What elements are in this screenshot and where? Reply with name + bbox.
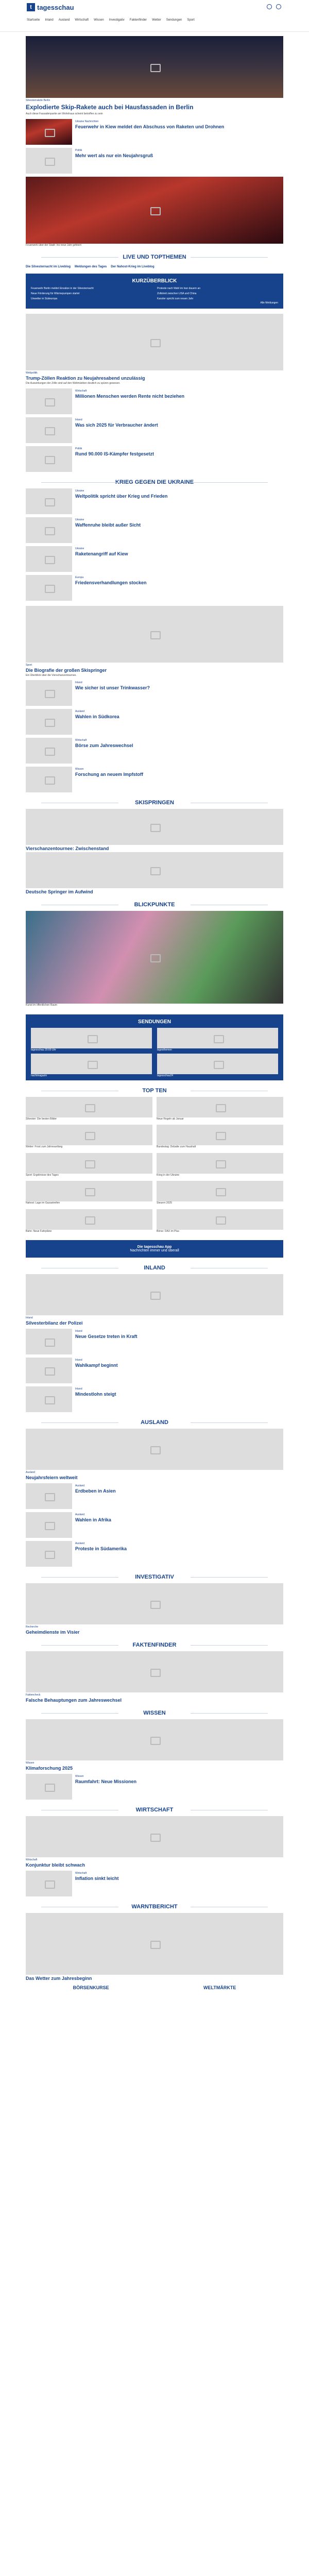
topten-image: [26, 1181, 152, 1201]
main-story-teaser: Die Auswirkungen der Zölle sind auf den Weltmärkten deutlich zu spüren gewesen.: [26, 382, 121, 385]
list-item-kicker: Wirtschaft: [75, 739, 87, 742]
wirtschaft-kicker: Wirtschaft: [26, 1858, 38, 1861]
list-item-kicker: Inland: [75, 1330, 82, 1333]
live-item[interactable]: Meldungen des Tages: [75, 265, 107, 268]
sendung-image: [157, 1054, 278, 1074]
faktenfinder-image[interactable]: [26, 1651, 283, 1692]
list-item-title: Weltpolitik spricht über Krieg und Frieden: [75, 493, 168, 499]
hero-teaser: Auch diese Fassadenpartie am Wohnhaus scheint betroffen zu sein: [26, 112, 103, 115]
topten-grid: [26, 1097, 283, 1233]
list-item-title: Raketenangriff auf Kiew: [75, 551, 128, 556]
wetter-title[interactable]: Das Wetter zum Jahresbeginn: [26, 1976, 92, 1981]
logo-mark: t: [27, 3, 35, 11]
boersenkurse-link[interactable]: BÖRSENKURSE: [73, 1985, 109, 1990]
list-item[interactable]: [26, 1329, 283, 1354]
list-item-image: [26, 1483, 72, 1509]
list-item-title: Forschung an neuem Impfstoff: [75, 772, 144, 777]
nav-item[interactable]: Ausland: [58, 19, 70, 22]
list-item-kicker: Ukraine: [75, 547, 84, 550]
blickpunkte-image[interactable]: [26, 911, 283, 1004]
list-item-kicker: Ukraine: [75, 518, 84, 521]
list-item-title: Rund 90.000 IS-Kämpfer festgesetzt: [75, 451, 154, 456]
live-list: [26, 264, 283, 269]
list-item[interactable]: [26, 517, 283, 543]
list-item[interactable]: [26, 446, 283, 472]
list-item[interactable]: [26, 1774, 283, 1800]
main-story-kicker: Weltpolitik: [26, 371, 38, 375]
fireworks-caption: Feuerwerk über der Stadt: Ins neue Jahr gefeiert: [26, 243, 81, 247]
app-banner-text: Nachrichten immer und überall: [130, 1249, 179, 1252]
list-item-image: [26, 1329, 72, 1354]
list-item-image: [26, 1512, 72, 1538]
wirtschaft-title[interactable]: Konjunktur bleibt schwach: [26, 1862, 85, 1868]
topten-title: Silvester: Die besten Bilder: [26, 1117, 57, 1121]
nav-item[interactable]: Wissen: [94, 19, 104, 22]
list-item-image: [26, 1358, 72, 1383]
investigativ-image[interactable]: [26, 1583, 283, 1624]
app-banner[interactable]: [26, 1240, 283, 1258]
investigativ-heading: INVESTIGATIV: [26, 1574, 283, 1580]
hero-kicker: Silvesterrakete Berlin: [26, 99, 50, 102]
topten-item[interactable]: [157, 1181, 283, 1205]
list-item-title: Millionen Menschen werden Rente nicht beziehen: [75, 393, 185, 399]
list-item-title: Wahlen in Südkorea: [75, 714, 119, 719]
live-item[interactable]: Der Nahost-Krieg im Liveblog: [111, 265, 154, 268]
list-item-title: Erdbeben in Asien: [75, 1488, 116, 1494]
sendung-item[interactable]: [157, 1028, 278, 1052]
main-content: [26, 36, 283, 1993]
list-item-kicker: Ausland: [75, 1484, 85, 1487]
list-item-title: Proteste in Südamerika: [75, 1546, 127, 1551]
investigativ-title[interactable]: Geheimdienste im Visier: [26, 1630, 80, 1635]
kurz-item[interactable]: Kanzler spricht zum neuen Jahr: [157, 297, 194, 300]
topten-title: Krieg in der Ukraine: [157, 1173, 180, 1177]
ski-image[interactable]: [26, 809, 283, 845]
nav-item[interactable]: Inland: [45, 19, 54, 22]
list-item-image: [26, 446, 72, 472]
topten-item[interactable]: [157, 1209, 283, 1233]
list-item-kicker: Europa: [75, 575, 84, 579]
logo[interactable]: [27, 3, 74, 11]
list-item-image: [26, 546, 72, 572]
topten-item[interactable]: [26, 1153, 152, 1177]
faktenfinder-title[interactable]: Falsche Behauptungen zum Jahreswechsel: [26, 1698, 122, 1703]
feature-kicker: Sport: [26, 663, 32, 667]
list-item-image: [26, 417, 72, 443]
weltmaerkte-link[interactable]: WELTMÄRKTE: [203, 1985, 236, 1990]
nav-item[interactable]: Sendungen: [166, 19, 182, 22]
list-item-kicker: Inland: [75, 1387, 82, 1391]
list-item-title: Friedensverhandlungen stocken: [75, 580, 147, 585]
sendung-item[interactable]: [31, 1054, 152, 1077]
sendung-title: tagesschau24: [157, 1074, 174, 1077]
list-item-image: [26, 1386, 72, 1412]
nav-item[interactable]: Faktenfinder: [129, 19, 147, 22]
top-item[interactable]: [26, 119, 283, 145]
list-item-kicker: Ausland: [75, 710, 85, 713]
list-item[interactable]: [26, 417, 283, 443]
topten-image: [157, 1209, 283, 1230]
topten-image: [157, 1181, 283, 1201]
list-item-title: Raumfahrt: Neue Missionen: [75, 1779, 137, 1784]
topten-item[interactable]: [26, 1097, 152, 1121]
list-item-title: Wie sicher ist unser Trinkwasser?: [75, 685, 150, 690]
ukraine-heading: KRIEG GEGEN DIE UKRAINE: [26, 479, 283, 485]
kurz-item[interactable]: Zollstreit zwischen USA und China: [157, 292, 197, 295]
topten-item[interactable]: [26, 1209, 152, 1233]
topten-image: [157, 1097, 283, 1117]
sendung-title: tagesschau 20:00 Uhr: [31, 1048, 56, 1052]
ski-heading: SKISPRINGEN: [26, 800, 283, 806]
list-item-kicker: Wissen: [75, 768, 84, 771]
fireworks-image[interactable]: [26, 177, 283, 244]
topten-heading: TOP TEN: [26, 1088, 283, 1094]
list-item-image: [26, 680, 72, 706]
wetter-heading: WARNTBERICHT: [26, 1904, 283, 1910]
list-item[interactable]: [26, 738, 283, 764]
topten-image: [157, 1153, 283, 1174]
ski-title[interactable]: Deutsche Springer im Aufwind: [26, 889, 93, 894]
list-item[interactable]: [26, 388, 283, 414]
wirtschaft-image[interactable]: [26, 1816, 283, 1857]
list-item-kicker: Ausland: [75, 1542, 85, 1545]
kurz-item[interactable]: Feuerwehr Berlin meldet Einsätze in der Silvesternacht: [31, 287, 94, 290]
topten-image: [26, 1209, 152, 1230]
list-item[interactable]: [26, 709, 283, 735]
ausland-image[interactable]: [26, 1429, 283, 1470]
feature-teaser: Ein Überblick über die Vierschanzentournee.: [26, 673, 77, 677]
list-item[interactable]: [26, 575, 283, 601]
topten-title: Nahost: Lage im Gazastreifen: [26, 1201, 60, 1205]
wirtschaft-heading: WIRTSCHAFT: [26, 1807, 283, 1813]
wissen-title[interactable]: Klimaforschung 2025: [26, 1766, 73, 1771]
sendungen-grid: [31, 1028, 278, 1077]
kurz-item[interactable]: Neue Förderung für Wärmepumpen startet: [31, 292, 80, 295]
list-item-title: Wahlen in Afrika: [75, 1517, 111, 1522]
topten-title: Bahn: Neue Fahrpläne: [26, 1229, 52, 1233]
list-item-image: [26, 767, 72, 792]
nav-item[interactable]: Sport: [187, 19, 195, 22]
blickpunkte-heading: BLICKPUNKTE: [26, 902, 283, 908]
logo-text: tagesschau: [37, 3, 74, 11]
topten-item[interactable]: [157, 1153, 283, 1177]
sendungen-block: [26, 1014, 283, 1080]
list-item-kicker: Wirtschaft: [75, 389, 87, 393]
live-item[interactable]: Die Silvesternacht im Liveblog: [26, 265, 71, 268]
list-item-title: Inflation sinkt leicht: [75, 1876, 119, 1881]
sendung-image: [31, 1028, 152, 1048]
topten-image: [26, 1097, 152, 1117]
top-item[interactable]: [26, 148, 283, 174]
list-item-title: Börse zum Jahreswechsel: [75, 743, 133, 748]
list-item-kicker: Ukraine: [75, 489, 84, 493]
sendungen-heading: SENDUNGEN: [138, 1019, 171, 1025]
nav-item[interactable]: Investigativ: [109, 19, 125, 22]
ski-image[interactable]: [26, 852, 283, 888]
inland-kicker: Inland: [26, 1316, 33, 1319]
list-item-image: [26, 1774, 72, 1800]
topten-item[interactable]: [157, 1125, 283, 1149]
list-item-kicker: Inland: [75, 681, 82, 684]
top-item-kicker: Politik: [75, 148, 82, 152]
topten-item[interactable]: [26, 1181, 152, 1205]
list-item-kicker: Ausland: [75, 1513, 85, 1516]
list-item-title: Waffenruhe bleibt außer Sicht: [75, 522, 141, 528]
kurz-block: [26, 274, 283, 309]
topten-image: [157, 1125, 283, 1145]
top-item-image: [26, 148, 72, 174]
main-story-image[interactable]: [26, 314, 283, 370]
topten-image: [26, 1125, 152, 1145]
list-item-image: [26, 709, 72, 735]
topten-title: Sport: Ergebnisse des Tages: [26, 1173, 59, 1177]
list-item[interactable]: [26, 1483, 283, 1509]
sendung-item[interactable]: [157, 1054, 278, 1077]
topten-title: Börse: DAX im Plus: [157, 1229, 179, 1233]
list-item-kicker: Inland: [75, 1359, 82, 1362]
ski-title[interactable]: Vierschanzentournee: Zwischenstand: [26, 846, 109, 851]
list-item[interactable]: [26, 488, 283, 514]
sendung-image: [31, 1054, 152, 1074]
hero-title[interactable]: Explodierte Skip-Rakete auch bei Hausfassaden in Berlin: [26, 104, 194, 111]
list-item-image: [26, 517, 72, 543]
ausland-kicker: Ausland: [26, 1471, 36, 1474]
blickpunkte-caption: Kunst im öffentlichen Raum: [26, 1004, 58, 1007]
list-item-image: [26, 1541, 72, 1567]
list-item[interactable]: [26, 1386, 283, 1412]
wissen-kicker: Wissen: [26, 1761, 35, 1765]
nav-item[interactable]: Wirtschaft: [75, 19, 89, 22]
list-item-image: [26, 488, 72, 514]
app-banner-title: Die tagesschau App: [137, 1245, 172, 1249]
list-item-image: [26, 575, 72, 601]
wissen-heading: WISSEN: [26, 1710, 283, 1716]
topten-item[interactable]: [157, 1097, 283, 1121]
kurz-more-link[interactable]: Alle Meldungen: [260, 301, 278, 304]
top-item-kicker: Ukraine Nachrichten: [75, 120, 99, 123]
kurz-grid: [31, 287, 278, 300]
list-item[interactable]: [26, 546, 283, 572]
faktenfinder-heading: FAKTENFINDER: [26, 1642, 283, 1648]
kurz-item[interactable]: Unwetter in Südeuropa: [31, 297, 58, 300]
list-item[interactable]: [26, 1541, 283, 1567]
sendung-item[interactable]: [31, 1028, 152, 1052]
main-nav: [27, 19, 195, 22]
list-item[interactable]: [26, 1871, 283, 1896]
feature-image[interactable]: [26, 606, 283, 663]
investigativ-kicker: Recherche: [26, 1625, 39, 1629]
kurz-heading: KURZÜBERBLICK: [132, 278, 177, 284]
top-item-image: [26, 119, 72, 145]
top-item-title: Feuerwehr in Kiew meldet den Abschuss von Raketen und Drohnen: [75, 124, 225, 129]
nav-item[interactable]: Startseite: [27, 19, 40, 22]
wetter-image[interactable]: [26, 1913, 283, 1975]
list-item-image: [26, 738, 72, 764]
list-item-kicker: Inland: [75, 418, 82, 421]
topten-title: Steuern 2025: [157, 1201, 173, 1205]
kurz-item[interactable]: Proteste nach Wahl im Iran dauern an: [157, 287, 201, 290]
list-item-title: Mindestlohn steigt: [75, 1392, 116, 1397]
list-item[interactable]: [26, 1358, 283, 1383]
ausland-heading: AUSLAND: [26, 1419, 283, 1426]
market-links: [26, 1982, 283, 1993]
ausland-title[interactable]: Neujahrsfeiern weltweit: [26, 1475, 78, 1480]
topten-title: Wetter: Frost zum Jahresanfang: [26, 1145, 63, 1148]
list-item-kicker: Politik: [75, 447, 82, 450]
live-heading: LIVE UND TOPTHEMEN: [26, 254, 283, 260]
list-item-kicker: Wissen: [75, 1775, 84, 1778]
list-item[interactable]: [26, 680, 283, 706]
list-item-title: Neue Gesetze treten in Kraft: [75, 1334, 138, 1339]
main-story-title[interactable]: Trump-Zöllen Reaktion zu Neujahresabend unzulässig: [26, 376, 145, 381]
list-item-kicker: Wirtschaft: [75, 1872, 87, 1875]
wissen-image[interactable]: [26, 1719, 283, 1760]
list-item[interactable]: [26, 1512, 283, 1538]
sendung-title: tagesthemen: [157, 1048, 172, 1052]
hero-image[interactable]: [26, 36, 283, 98]
faktenfinder-kicker: Faktencheck: [26, 1693, 41, 1697]
sendung-title: nachtmagazin: [31, 1074, 47, 1077]
feature-title[interactable]: Die Biografie der großen Skispringer: [26, 667, 107, 673]
nav-item[interactable]: Wetter: [152, 19, 161, 22]
top-item-title: Mehr wert als nur ein Neujahrsgruß: [75, 152, 153, 158]
inland-image[interactable]: [26, 1274, 283, 1315]
list-item-title: Was sich 2025 für Verbraucher ändert: [75, 422, 158, 428]
list-item-image: [26, 388, 72, 414]
inland-title[interactable]: Silvesterbilanz der Polizei: [26, 1320, 83, 1326]
list-item[interactable]: [26, 767, 283, 792]
list-item-title: Wahlkampf beginnt: [75, 1363, 118, 1368]
menu-icon[interactable]: [276, 4, 281, 9]
search-icon[interactable]: [267, 4, 272, 9]
header-icons: [267, 4, 281, 9]
topten-item[interactable]: [26, 1125, 152, 1149]
list-item-image: [26, 1871, 72, 1896]
site-header: [0, 0, 309, 32]
topten-image: [26, 1153, 152, 1174]
topten-title: Bundestag: Debatte zum Haushalt: [157, 1145, 196, 1148]
topten-title: Neue Regeln ab Januar: [157, 1117, 184, 1121]
sendung-image: [157, 1028, 278, 1048]
inland-heading: INLAND: [26, 1265, 283, 1271]
